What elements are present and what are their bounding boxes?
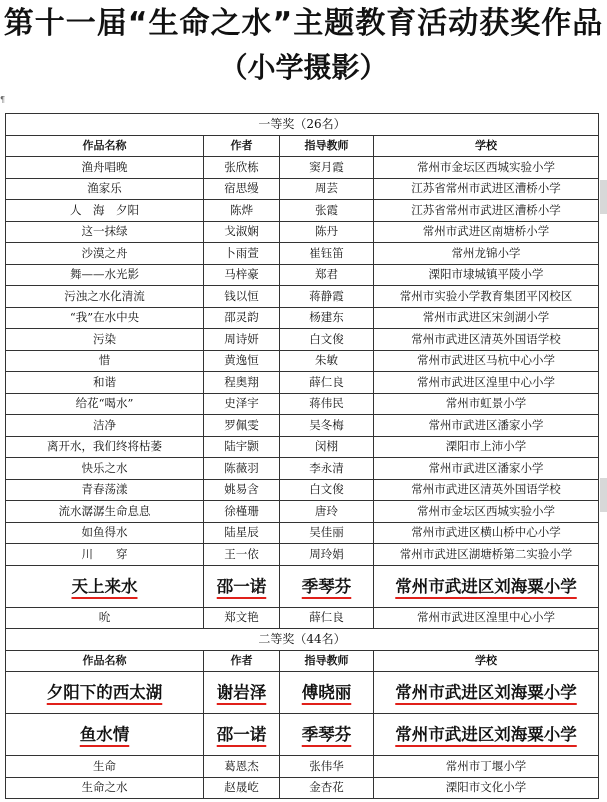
- table-row: [6, 479, 599, 501]
- school-cell: 常州市武进区宋剑湖小学: [374, 307, 599, 329]
- teacher-cell: 吴佳丽: [280, 522, 374, 544]
- work-name-cell: 污染: [6, 329, 204, 351]
- teacher-cell: [280, 565, 374, 607]
- school-cell: 江苏省常州市武进区漕桥小学: [374, 178, 599, 200]
- page-title: 第十一届“生命之水”主题教育活动获奖作品: [3, 6, 604, 41]
- teacher-cell: 陈丹: [280, 221, 374, 243]
- teacher-cell: 李永清: [280, 458, 374, 480]
- work-name-cell: 生命之水: [6, 777, 204, 799]
- work-name-cell: 沙漠之舟: [6, 243, 204, 265]
- section-first-prize: [6, 114, 599, 136]
- school-cell: 溧阳市埭城镇平陵小学: [374, 264, 599, 286]
- highlighted-row: [6, 565, 599, 607]
- underlined-text: 夕阳下的西太湖: [46, 683, 163, 702]
- work-name-cell: 舞——水光影: [6, 264, 204, 286]
- table-row: [6, 415, 599, 437]
- right-edge-marker: [600, 478, 607, 512]
- teacher-cell: 杨建东: [280, 307, 374, 329]
- author-cell: 周诗妍: [204, 329, 280, 351]
- author-cell: 陆宇颢: [204, 436, 280, 458]
- column-header: 作者: [204, 135, 280, 157]
- table-row: [6, 157, 599, 179]
- teacher-cell: 蒋伟民: [280, 393, 374, 415]
- work-name-cell: 如鱼得水: [6, 522, 204, 544]
- author-cell: 姚易含: [204, 479, 280, 501]
- table-row: [6, 756, 599, 778]
- work-name-cell: 生命: [6, 756, 204, 778]
- author-cell: 邵灵韵: [204, 307, 280, 329]
- author-cell: 陆星辰: [204, 522, 280, 544]
- teacher-cell: 吴冬梅: [280, 415, 374, 437]
- section-second-prize: [6, 629, 599, 651]
- author-cell: 史泽宇: [204, 393, 280, 415]
- table-row: [6, 243, 599, 265]
- work-name-cell: “我”在水中央: [6, 307, 204, 329]
- work-name-cell: 惜: [6, 350, 204, 372]
- page-subtitle: （小学摄影）: [219, 51, 388, 84]
- underlined-text: 常州市武进区刘海粟小学: [395, 683, 577, 702]
- table-row: [6, 458, 599, 480]
- teacher-cell: 朱敏: [280, 350, 374, 372]
- school-cell: [374, 565, 599, 607]
- author-cell: 陈烨: [204, 200, 280, 222]
- teacher-cell: 薛仁良: [280, 372, 374, 394]
- work-name-cell: 流水潺潺生命息息: [6, 501, 204, 523]
- author-cell: 徐槿珊: [204, 501, 280, 523]
- work-name-cell: 川 穿: [6, 544, 204, 566]
- work-name-cell: 吮: [6, 607, 204, 629]
- table-row: [6, 393, 599, 415]
- author-cell: 卜雨萱: [204, 243, 280, 265]
- school-cell: 常州市武进区清英外国语学校: [374, 479, 599, 501]
- author-cell: 戈淑娴: [204, 221, 280, 243]
- author-cell: [204, 714, 280, 756]
- underlined-text: 季琴芬: [301, 725, 352, 744]
- teacher-cell: 闵栩: [280, 436, 374, 458]
- teacher-cell: 张霞: [280, 200, 374, 222]
- school-cell: 常州龙锦小学: [374, 243, 599, 265]
- teacher-cell: 薛仁良: [280, 607, 374, 629]
- school-cell: 常州市丁堰小学: [374, 756, 599, 778]
- highlighted-row: [6, 714, 599, 756]
- school-cell: 常州市金坛区西城实验小学: [374, 501, 599, 523]
- work-name-cell: 快乐之水: [6, 458, 204, 480]
- section-title: 二等奖（44名）: [6, 629, 599, 651]
- author-cell: 赵晟屹: [204, 777, 280, 799]
- school-cell: [374, 714, 599, 756]
- teacher-cell: 窦月霞: [280, 157, 374, 179]
- author-cell: 陈薇羽: [204, 458, 280, 480]
- table-row: [6, 777, 599, 799]
- table-row: [6, 264, 599, 286]
- column-header: 学校: [374, 650, 599, 672]
- column-header: 作者: [204, 650, 280, 672]
- underlined-text: 谢岩泽: [216, 683, 267, 702]
- school-cell: 常州市虹景小学: [374, 393, 599, 415]
- author-cell: 黄逸恒: [204, 350, 280, 372]
- school-cell: 常州市武进区南塘桥小学: [374, 221, 599, 243]
- teacher-cell: [280, 672, 374, 714]
- table-row: [6, 436, 599, 458]
- author-cell: 马梓豪: [204, 264, 280, 286]
- school-cell: 常州市实验小学教育集团平冈校区: [374, 286, 599, 308]
- school-cell: 常州市武进区潘家小学: [374, 415, 599, 437]
- teacher-cell: 白文俊: [280, 479, 374, 501]
- table-row: [6, 607, 599, 629]
- author-cell: 罗佩雯: [204, 415, 280, 437]
- column-header: 指导教师: [280, 135, 374, 157]
- teacher-cell: [280, 714, 374, 756]
- work-name-cell: [6, 672, 204, 714]
- table-row: [6, 178, 599, 200]
- author-cell: 葛恩杰: [204, 756, 280, 778]
- author-cell: [204, 565, 280, 607]
- table-row: [6, 544, 599, 566]
- column-header: 指导教师: [280, 650, 374, 672]
- underlined-text: 傅晓丽: [301, 683, 352, 702]
- table-header-row: [6, 135, 599, 157]
- paragraph-mark: ¶: [0, 95, 6, 104]
- work-name-cell: [6, 565, 204, 607]
- highlighted-row: [6, 672, 599, 714]
- teacher-cell: 张伟华: [280, 756, 374, 778]
- author-cell: 郑文艳: [204, 607, 280, 629]
- underlined-text: 常州市武进区刘海粟小学: [395, 576, 577, 596]
- author-cell: [204, 672, 280, 714]
- work-name-cell: 洁净: [6, 415, 204, 437]
- teacher-cell: 金杏花: [280, 777, 374, 799]
- author-cell: 程奥翔: [204, 372, 280, 394]
- table-row: [6, 200, 599, 222]
- table-row: [6, 221, 599, 243]
- work-name-cell: 污浊之水化清流: [6, 286, 204, 308]
- column-header: 作品名称: [6, 650, 204, 672]
- table-row: [6, 522, 599, 544]
- school-cell: 江苏省常州市武进区漕桥小学: [374, 200, 599, 222]
- table-row: [6, 307, 599, 329]
- work-name-cell: 离开水，我们终将枯萎: [6, 436, 204, 458]
- work-name-cell: 和谐: [6, 372, 204, 394]
- table-row: [6, 350, 599, 372]
- work-name-cell: 这一抹绿: [6, 221, 204, 243]
- table-row: [6, 372, 599, 394]
- table-row: [6, 329, 599, 351]
- school-cell: 常州市武进区湟里中心小学: [374, 372, 599, 394]
- teacher-cell: 崔钰笛: [280, 243, 374, 265]
- table-header-row: [6, 650, 599, 672]
- column-header: 作品名称: [6, 135, 204, 157]
- teacher-cell: 周芸: [280, 178, 374, 200]
- school-cell: 常州市武进区湟里中心小学: [374, 607, 599, 629]
- underlined-text: 天上来水: [71, 576, 138, 596]
- teacher-cell: 蒋静霞: [280, 286, 374, 308]
- school-cell: 溧阳市文化小学: [374, 777, 599, 799]
- underlined-text: 邵一诺: [216, 725, 267, 744]
- awards-table: [5, 113, 599, 799]
- underlined-text: 鱼水情: [79, 725, 130, 744]
- work-name-cell: 渔舟唱晚: [6, 157, 204, 179]
- school-cell: 常州市武进区潘家小学: [374, 458, 599, 480]
- work-name-cell: 青春荡漾: [6, 479, 204, 501]
- teacher-cell: 白文俊: [280, 329, 374, 351]
- school-cell: 常州市金坛区西城实验小学: [374, 157, 599, 179]
- school-cell: 常州市武进区横山桥中心小学: [374, 522, 599, 544]
- table-row: [6, 501, 599, 523]
- underlined-text: 常州市武进区刘海粟小学: [395, 725, 577, 744]
- teacher-cell: 郑君: [280, 264, 374, 286]
- school-cell: 常州市武进区马杭中心小学: [374, 350, 599, 372]
- author-cell: 钱以恒: [204, 286, 280, 308]
- right-edge-marker: [600, 180, 607, 214]
- author-cell: 张欣栋: [204, 157, 280, 179]
- school-cell: [374, 672, 599, 714]
- school-cell: 溧阳市上沛小学: [374, 436, 599, 458]
- teacher-cell: 周玲娟: [280, 544, 374, 566]
- school-cell: 常州市武进区湖塘桥第二实验小学: [374, 544, 599, 566]
- school-cell: 常州市武进区清英外国语学校: [374, 329, 599, 351]
- underlined-text: 季琴芬: [301, 576, 352, 596]
- work-name-cell: 渔家乐: [6, 178, 204, 200]
- column-header: 学校: [374, 135, 599, 157]
- table-row: [6, 286, 599, 308]
- underlined-text: 邵一诺: [216, 576, 267, 596]
- work-name-cell: 人 海 夕阳: [6, 200, 204, 222]
- author-cell: 王一依: [204, 544, 280, 566]
- section-title: 一等奖（26名）: [6, 114, 599, 136]
- work-name-cell: [6, 714, 204, 756]
- author-cell: 宿思缦: [204, 178, 280, 200]
- work-name-cell: 给花“喝水”: [6, 393, 204, 415]
- teacher-cell: 唐玲: [280, 501, 374, 523]
